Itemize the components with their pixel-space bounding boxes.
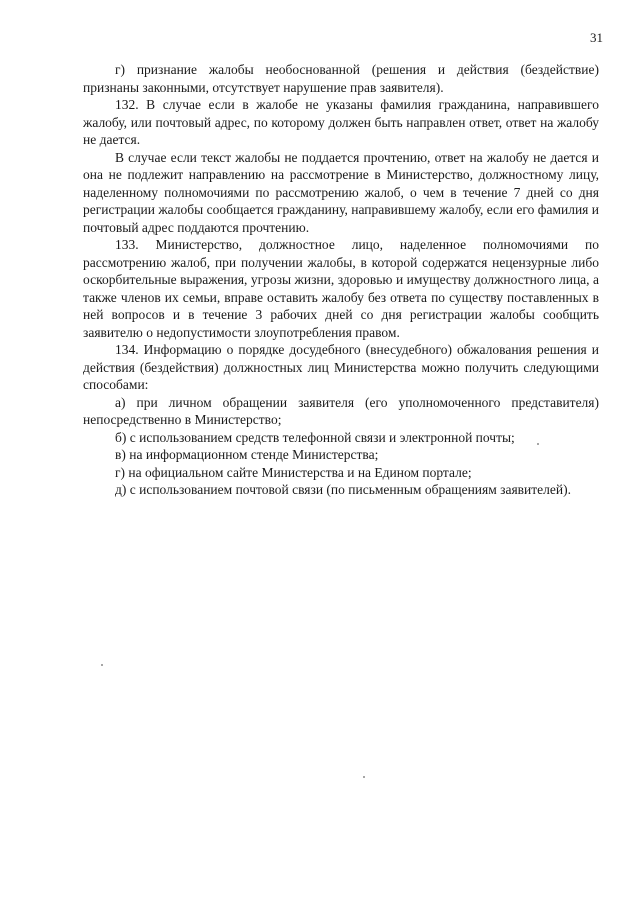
scan-speck [101, 664, 103, 666]
list-item-v: в) на информационном стенде Министерства; [115, 447, 379, 462]
paragraph-133: 133. Министерство, должностное лицо, наделенное полномочиями по рассмотрению жалоб, при получении жалобы, в которой содержатся нецензурные либо оскорбительные выражения, угрозы жизни, здоровью и имуществу должностного лица, а также членов их семьи, вправе оставить жалобу без ответа по существу поставленных в ней вопросов и в течение 3 рабочих дней со дня регистрации жалобы сообщить заявителю о недопустимости злоупотребления правом. [83, 237, 599, 340]
paragraph-132-unreadable-text: В случае если текст жалобы не поддается прочтению, ответ на жалобу не дается и она не подлежит направлению на рассмотрение в Министерство, должностному лицу, наделенному полномочиями по рассмотрению жалоб, о чем в течение 7 дней со дня регистрации жалобы сообщается гражданину, направившему жалобу, если его фамилия и почтовый адрес поддаются прочтению. [83, 149, 599, 235]
list-item-b: б) с использованием средств телефонной связи и электронной почты; [115, 429, 515, 445]
paragraph-134: 134. Информацию о порядке досудебного (внесудебного) обжалования решения и действия (бездействия) должностных лиц Министерства можно получить следующими способами: [83, 342, 599, 392]
list-item-g: г) на официальном сайте Министерства и на Едином портале; [115, 464, 472, 480]
list-item-a: а) при личном обращении заявителя (его уполномоченного представителя) непосредственно в Министерство; [83, 394, 599, 427]
list-item-d: д) с использованием почтовой связи (по письменным обращениям заявителей). [115, 482, 572, 497]
paragraph-point-g-complaint-unfounded: г) признание жалобы необоснованной (решения и действия (бездействие) признаны законными, отсутствует нарушение прав заявителя). [83, 62, 599, 95]
scan-speck [363, 776, 365, 778]
scan-speck [537, 443, 539, 445]
page-number: 31 [590, 30, 603, 45]
document-body [83, 61, 599, 499]
paragraph-132: 132. В случае если в жалобе не указаны фамилия гражданина, направившего жалобу, или почтовый адрес, по которому должен быть направлен ответ, ответ на жалобу не дается. [83, 97, 599, 147]
